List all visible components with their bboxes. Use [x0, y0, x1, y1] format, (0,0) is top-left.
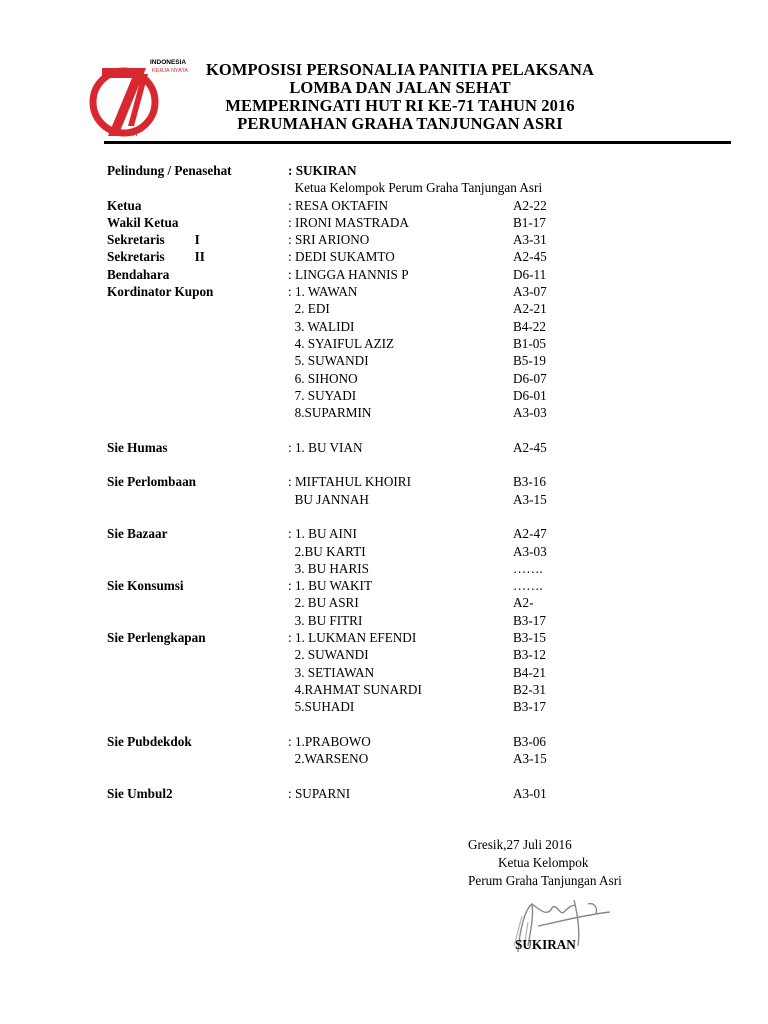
- roster-row: [107, 681, 627, 698]
- member-name: : SRI ARIONO: [288, 232, 370, 248]
- member-name: 3. WALIDI: [288, 318, 355, 334]
- role-label-text: Sie Umbul2: [107, 785, 173, 801]
- member-name: : 1. BU WAKIT: [288, 578, 373, 594]
- member-name: : SUPARNI: [288, 785, 351, 801]
- member-name: 3. BU FITRI: [288, 612, 363, 628]
- member-name: : MIFTAHUL KHOIRI: [288, 474, 411, 490]
- role-label-text: Sekretaris: [107, 249, 165, 265]
- house-block-code: B3-06: [513, 733, 546, 749]
- house-block-code: A2-22: [513, 197, 547, 213]
- house-block-code: B5-19: [513, 353, 546, 369]
- house-block-code: D6-01: [513, 387, 547, 403]
- member-name: 5.SUHADI: [288, 699, 355, 715]
- roster-row: [107, 179, 627, 196]
- roster-row: [107, 664, 627, 681]
- house-block-code: A3-03: [513, 543, 547, 559]
- header-line-3: MEMPERINGATI HUT RI KE-71 TAHUN 2016: [225, 96, 575, 115]
- role-label: [107, 266, 169, 283]
- roster-row: [107, 352, 627, 369]
- house-block-code: …….: [513, 560, 543, 576]
- member-name: : RESA OKTAFIN: [288, 197, 389, 213]
- roster-row: [107, 543, 627, 560]
- roster-row: [107, 214, 627, 231]
- logo-tagline: KERJA NYATA: [152, 68, 189, 74]
- role-label: [107, 214, 178, 231]
- roster-row: [107, 594, 627, 611]
- role-label: [107, 473, 196, 490]
- roster-spacer: [107, 508, 627, 525]
- house-block-code: A3-07: [513, 284, 547, 300]
- roster-row: [107, 404, 627, 421]
- house-block-code: A3-31: [513, 232, 547, 248]
- house-block-code: A3-03: [513, 405, 547, 421]
- role-label-text: Kordinator Kupon: [107, 284, 214, 300]
- role-label-text: Sie Konsumsi: [107, 578, 184, 594]
- roster-row: [107, 629, 627, 646]
- member-name: 3. SETIAWAN: [288, 664, 375, 680]
- house-block-code: B3-16: [513, 474, 546, 490]
- house-block-code: …….: [513, 578, 543, 594]
- member-name: 2. SUWANDI: [288, 647, 369, 663]
- logo-brand: INDONESIA: [150, 59, 187, 66]
- member-name: : DEDI SUKAMTO: [288, 249, 395, 265]
- member-name: : SUKIRAN: [288, 163, 357, 178]
- role-label-number: II: [194, 249, 205, 265]
- header-line-4: PERUMAHAN GRAHA TANJUNGAN ASRI: [237, 114, 563, 133]
- house-block-code: B3-12: [513, 647, 546, 663]
- house-block-code: A2-: [513, 595, 534, 611]
- roster-row: [107, 231, 627, 248]
- roster-row: [107, 698, 627, 715]
- house-block-code: B2-31: [513, 681, 546, 697]
- roster-row: [107, 162, 627, 179]
- house-block-code: A2-47: [513, 526, 547, 542]
- role-label-text: Sie Perlengkapan: [107, 630, 206, 646]
- house-block-code: A2-45: [513, 439, 547, 455]
- roster-row: [107, 612, 627, 629]
- member-name: : 1. BU AINI: [288, 526, 357, 542]
- member-name: 2.BU KARTI: [288, 543, 366, 559]
- header-line-1: KOMPOSISI PERSONALIA PANITIA PELAKSANA: [205, 60, 595, 79]
- role-label-text: Sie Perlombaan: [107, 474, 197, 490]
- signer-organization: Perum Graha Tanjungan Asri: [468, 873, 622, 888]
- role-label: [107, 439, 167, 456]
- house-block-code: A3-01: [513, 785, 547, 801]
- member-name: Ketua Kelompok Perum Graha Tanjungan Asri: [288, 180, 543, 196]
- roster-spacer: [107, 421, 627, 438]
- house-block-code: A3-15: [513, 751, 547, 767]
- house-block-code: D6-07: [513, 370, 547, 386]
- committee-roster: [107, 162, 627, 802]
- member-name: : IRONI MASTRADA: [288, 214, 409, 230]
- member-name: 8.SUPARMIN: [288, 405, 372, 421]
- member-name: : 1.PRABOWO: [288, 733, 371, 749]
- role-label: [107, 525, 167, 542]
- role-label-text: Sie Bazaar: [107, 526, 168, 542]
- role-label: [107, 197, 141, 214]
- role-label: [107, 577, 184, 594]
- header-divider: [104, 141, 731, 144]
- roster-row: [107, 300, 627, 317]
- house-block-code: B1-17: [513, 214, 546, 230]
- house-block-code: A3-15: [513, 491, 547, 507]
- role-label: [107, 162, 232, 179]
- roster-row: [107, 335, 627, 352]
- roster-row: [107, 197, 627, 214]
- member-name: : 1. LUKMAN EFENDI: [288, 630, 417, 646]
- role-label: [107, 248, 205, 265]
- signer-title: Ketua Kelompok: [498, 855, 589, 870]
- place-date: Gresik,27 Juli 2016: [468, 837, 572, 852]
- house-block-code: B3-15: [513, 630, 546, 646]
- signature-block: [468, 836, 688, 952]
- roster-row: [107, 283, 627, 300]
- roster-row: [107, 491, 627, 508]
- roster-row: [107, 248, 627, 265]
- member-name: 2.WARSENO: [288, 751, 369, 767]
- member-name: 4.RAHMAT SUNARDI: [288, 681, 422, 697]
- role-label-number: I: [194, 232, 200, 248]
- logo-ordinal: TH: [128, 131, 138, 138]
- role-label-text: Bendahara: [107, 266, 170, 282]
- document-header: [150, 61, 650, 133]
- role-label-text: Sie Humas: [107, 439, 168, 455]
- house-block-code: A2-21: [513, 301, 547, 317]
- member-name: 4. SYAIFUL AZIZ: [288, 335, 395, 351]
- role-label: [107, 629, 206, 646]
- roster-row: [107, 646, 627, 663]
- member-name: 7. SUYADI: [288, 387, 357, 403]
- house-block-code: B4-21: [513, 664, 546, 680]
- member-name: : LINGGA HANNIS P: [288, 266, 409, 282]
- roster-spacer: [107, 767, 627, 784]
- roster-row: [107, 733, 627, 750]
- member-name: 2. EDI: [288, 301, 330, 317]
- member-name: : 1. WAWAN: [288, 284, 358, 300]
- roster-spacer: [107, 456, 627, 473]
- role-label-text: Sie Pubdekdok: [107, 733, 192, 749]
- member-name: BU JANNAH: [288, 491, 369, 507]
- roster-row: [107, 370, 627, 387]
- role-label-text: Sekretaris: [107, 232, 165, 248]
- role-label: [107, 733, 192, 750]
- role-label: [107, 785, 173, 802]
- role-label-text: Wakil Ketua: [107, 214, 179, 230]
- house-block-code: B4-22: [513, 318, 546, 334]
- member-name: 3. BU HARIS: [288, 560, 369, 576]
- roster-row: [107, 560, 627, 577]
- member-name: 6. SIHONO: [288, 370, 358, 386]
- header-line-2: LOMBA DAN JALAN SEHAT: [289, 78, 511, 97]
- role-label: [107, 283, 213, 300]
- signer-name: SUKIRAN: [515, 937, 576, 952]
- house-block-code: B3-17: [513, 612, 546, 628]
- role-label: [107, 231, 200, 248]
- member-name: 5. SUWANDI: [288, 353, 369, 369]
- roster-row: [107, 577, 627, 594]
- roster-row: [107, 318, 627, 335]
- role-label-text: Ketua: [107, 197, 142, 213]
- house-block-code: B3-17: [513, 699, 546, 715]
- roster-spacer: [107, 716, 627, 733]
- roster-row: [107, 473, 627, 490]
- roster-row: [107, 439, 627, 456]
- roster-row: [107, 750, 627, 767]
- house-block-code: D6-11: [513, 266, 547, 282]
- member-name: 2. BU ASRI: [288, 595, 359, 611]
- roster-row: [107, 266, 627, 283]
- house-block-code: A2-45: [513, 249, 547, 265]
- role-label-text: Pelindung / Penasehat: [107, 163, 232, 178]
- house-block-code: B1-05: [513, 335, 546, 351]
- roster-row: [107, 525, 627, 542]
- roster-row: [107, 387, 627, 404]
- member-name: : 1. BU VIAN: [288, 439, 363, 455]
- roster-row: [107, 785, 627, 802]
